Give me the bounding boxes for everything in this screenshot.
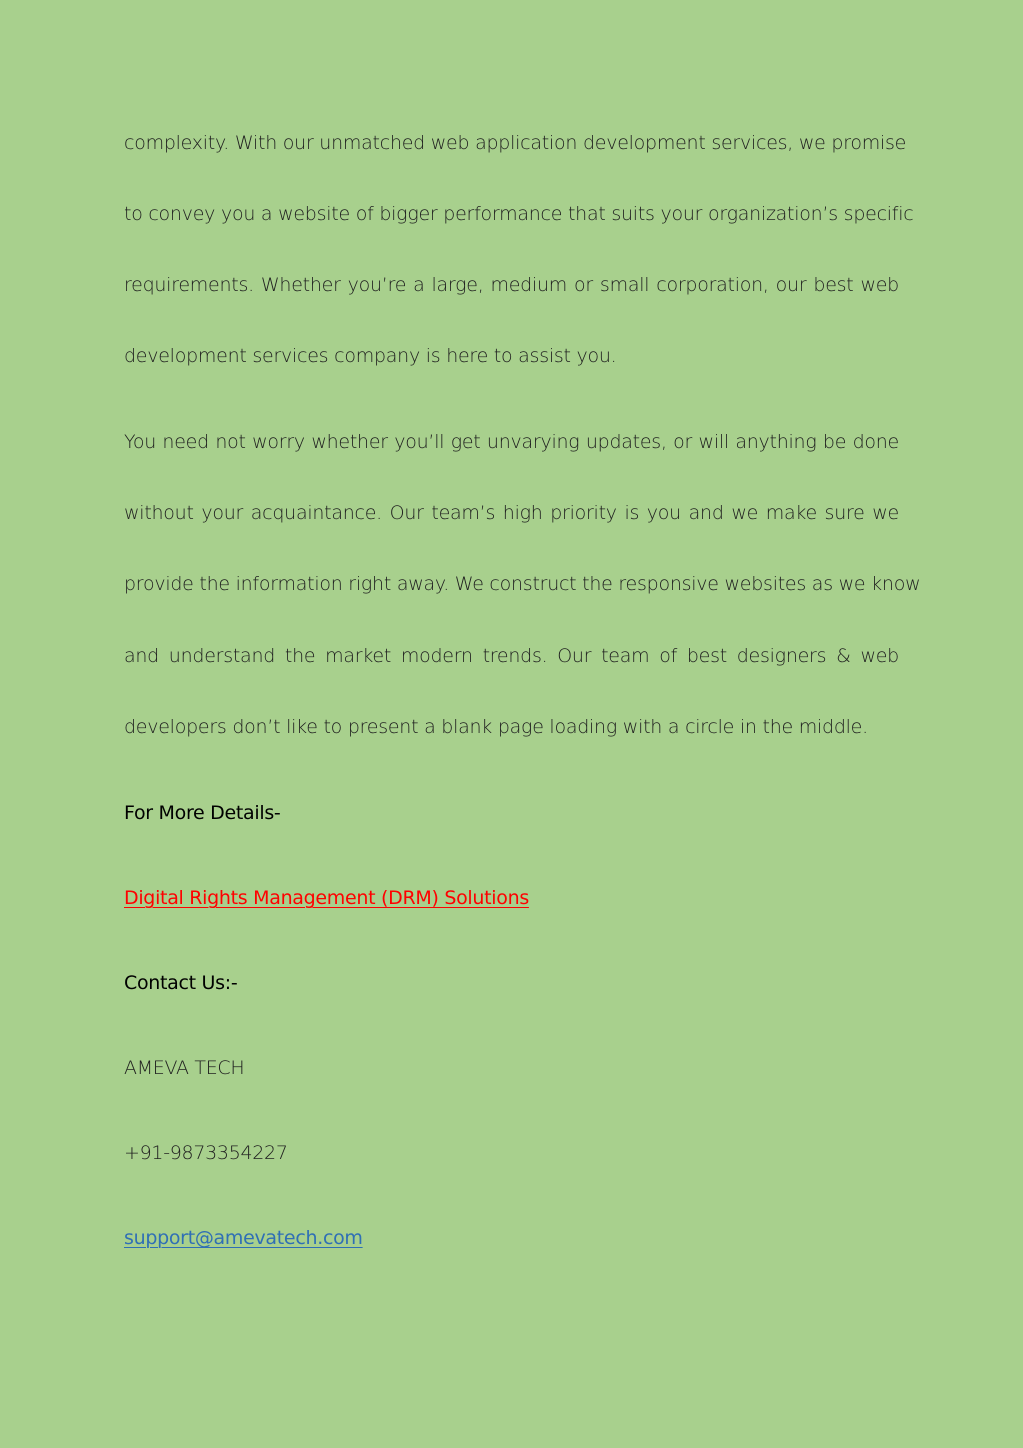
paragraph-line: developers don’t like to present a blank page loading with a circle in the middle. <box>124 716 868 738</box>
paragraph-line: provide the information right away. We construct the responsive websites as we know <box>124 573 921 595</box>
paragraph-line: to convey you a website of bigger performance that suits your organization’s specific <box>124 203 914 225</box>
phone-number: +91-9873354227 <box>124 1142 288 1164</box>
paragraph-line: requirements. Whether you’re a large, medium or small corporation, our best web <box>124 274 899 296</box>
company-name: AMEVA TECH <box>124 1057 245 1079</box>
paragraph-line: You need not worry whether you’ll get unvarying updates, or will anything be done <box>124 431 899 453</box>
drm-solutions-link[interactable]: Digital Rights Management (DRM) Solutions <box>124 887 529 909</box>
paragraph-line: complexity. With our unmatched web application development services, we promise <box>124 132 907 154</box>
email-link[interactable]: support@amevatech.com <box>124 1227 363 1249</box>
paragraph-line: and understand the market modern trends. Our team of best designers & web <box>124 645 899 667</box>
contact-heading: Contact Us:- <box>124 972 238 994</box>
paragraph-line: development services company is here to assist you. <box>124 345 617 367</box>
details-heading: For More Details- <box>124 802 281 824</box>
paragraph-line: without your acquaintance. Our team’s high priority is you and we make sure we <box>124 502 899 524</box>
